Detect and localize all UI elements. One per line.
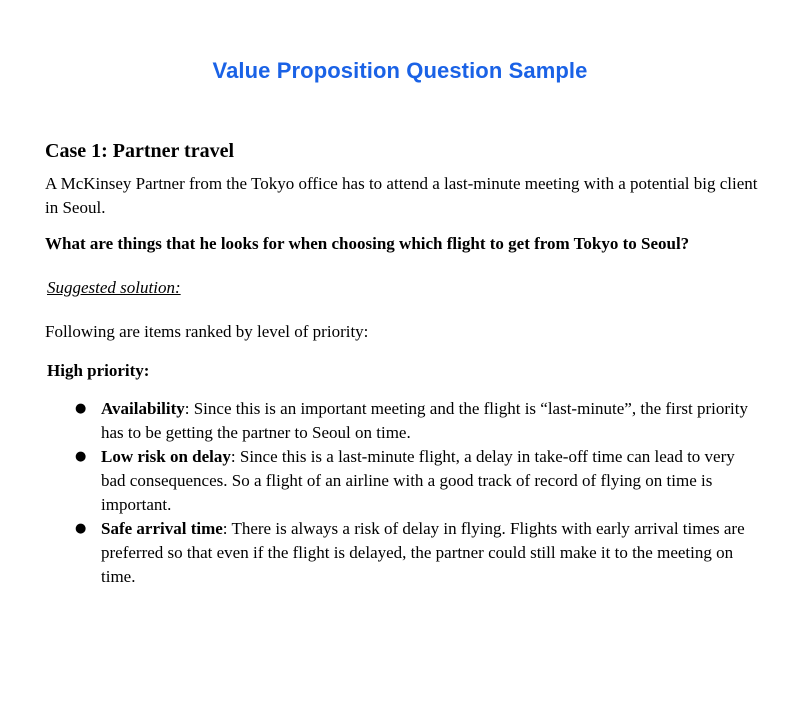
high-priority-label: High priority:: [47, 361, 150, 380]
bullet-dot-icon: ●: [75, 449, 87, 464]
priority-item-low-risk-on-delay: [75, 445, 753, 517]
priority-item-term: Low risk on delay: [101, 447, 231, 466]
priority-item-term: Availability: [101, 399, 185, 418]
case-heading: Case 1: Partner travel: [45, 140, 235, 162]
document-body: [45, 139, 765, 589]
priority-list: [45, 397, 753, 589]
case-question: What are things that he looks for when choosing which flight to get from Tokyo to Seoul?: [45, 234, 690, 253]
priority-item-text: : Since this is an important meeting and the flight is “last-minute”, the first priority has to be getting the partner to Seoul on time.: [101, 399, 748, 442]
priority-item-availability: [75, 397, 753, 445]
suggested-solution-label: Suggested solution:: [47, 278, 181, 297]
bullet-dot-icon: ●: [75, 521, 87, 536]
priority-item-safe-arrival-time: [75, 517, 753, 589]
priority-item-term: Safe arrival time: [101, 519, 223, 538]
priority-item-text: : Since this is a last-minute flight, a delay in take-off time can lead to very bad consequences. So a flight of an airline with a good track of record of flying on time is important.: [101, 447, 735, 514]
priority-item-text: : There is always a risk of delay in flying. Flights with early arrival times are preferred so that even if the flight is delayed, the partner could still make it to the meeting on time.: [101, 519, 745, 586]
case-intro: A McKinsey Partner from the Tokyo office has to attend a last-minute meeting with a potential big client in Seoul.: [45, 174, 758, 217]
page-title: Value Proposition Question Sample: [212, 58, 588, 83]
bullet-dot-icon: ●: [75, 401, 87, 416]
solution-intro: Following are items ranked by level of priority:: [45, 322, 369, 341]
